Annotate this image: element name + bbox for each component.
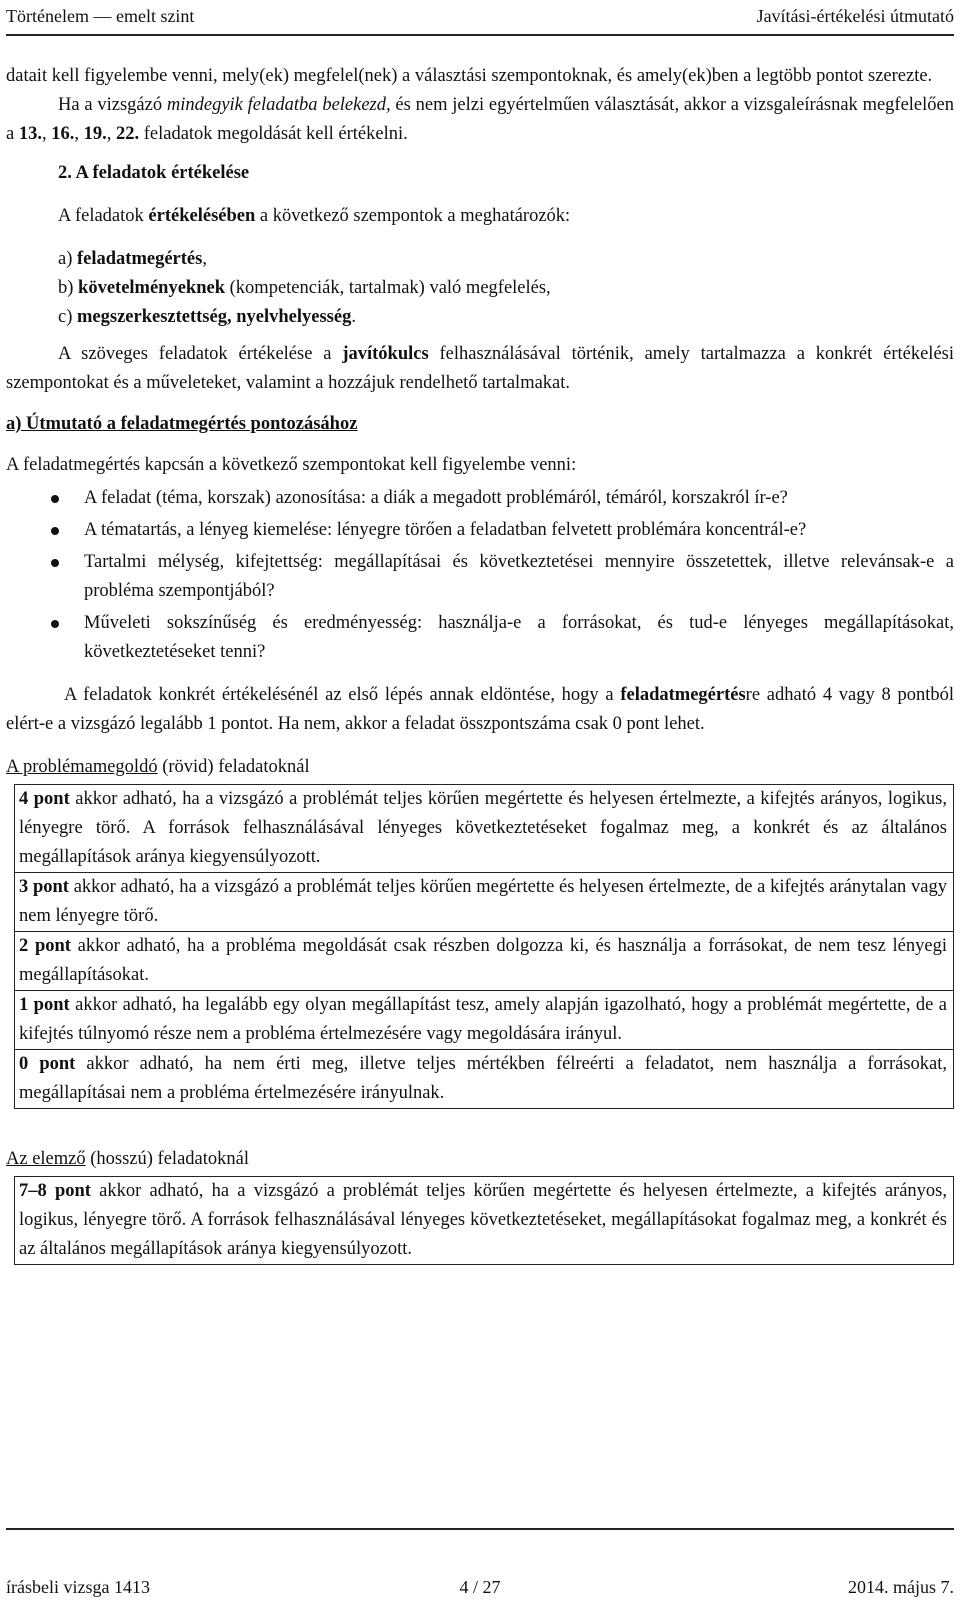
header-divider <box>6 34 954 36</box>
guide-lead: A feladatmegértés kapcsán a következő szempontokat kell figyelembe venni: <box>6 455 577 475</box>
list-item: A feladat (téma, korszak) azonosítása: a diák a megadott problémáról, témáról, korszakról ír-e? <box>6 484 954 513</box>
criteria-lead: A feladatok értékelésében a következő szempontok a meghatározók: <box>58 206 571 226</box>
guide-bullet-list <box>6 484 954 667</box>
criteria-item-a: a) feladatmegértés, <box>58 249 207 269</box>
key-paragraph: A szöveges feladatok értékelése a javítókulcs felhasználásával történik, amely tartalmazza a konkrét értékelési szempontokat és a műveleteket, valamint a hozzájuk rendelhető tartalmakat. <box>6 344 954 393</box>
table-row: 4 pont akkor adható, ha a vizsgázó a problémát teljes körűen megértette és helyesen értelmezte, a kifejtés arányos, logikus, lényegre törő. A források felhasználásával lényeges következtetéseket fogalmaz meg, a konkrét és az általános megállapítások aránya kiegyensúlyozott. <box>15 785 954 873</box>
page-footer <box>6 1573 954 1602</box>
criteria-item-c: c) megszerkesztettség, nyelvhelyesség. <box>58 307 356 327</box>
footer-divider <box>6 1528 954 1530</box>
header-subject: Történelem — emelt szint <box>6 6 195 26</box>
long-tasks-title: Az elemző (hosszú) feladatoknál <box>6 1149 249 1169</box>
intro-paragraph-2: Ha a vizsgázó mindegyik feladatba belekezd, és nem jelzi egyértelműen választását, akkor a vizsgaleírásnak megfelelően a 13., 16., 19., 22. feladatok megoldását kell értékelni. <box>6 95 954 144</box>
table-row: 1 pont akkor adható, ha legalább egy olyan megállapítást tesz, amely alapján igazolható, hogy a problémát megértette, de a kifejtés túlnyomó része nem a probléma értelmezésére vagy megoldására irányul. <box>15 991 954 1050</box>
guide-title: a) Útmutató a feladatmegértés pontozásához <box>6 414 358 434</box>
table-row: 7–8 pont akkor adható, ha a vizsgázó a problémát teljes körűen megértette és helyesen értelmezte, a kifejtés arányos, logikus, lényegre törő. A források felhasználásával lényeges következtetéseket, megállapításokat fogalmaz meg, a konkrét és az általános megállapítások aránya kiegyensúlyozott. <box>15 1177 954 1265</box>
section-title: 2. A feladatok értékelése <box>58 163 250 183</box>
page-header <box>6 2 954 30</box>
short-tasks-table <box>14 784 954 1109</box>
header-doc-type: Javítási-értékelési útmutató <box>756 6 954 26</box>
criteria-list <box>6 245 954 332</box>
emphasis-text: mindegyik feladatba belekezd, <box>166 95 391 115</box>
table-row: 3 pont akkor adható, ha a vizsgázó a problémát teljes körűen megértette és helyesen értelmezte, de a kifejtés aránytalan vagy nem lényegre törő. <box>15 873 954 932</box>
long-tasks-table <box>14 1176 954 1265</box>
table-row: 2 pont akkor adható, ha a probléma megoldását csak részben dolgozza ki, és használja a forrásokat, de nem tesz lényegi megállapításokat. <box>15 932 954 991</box>
table-row: 0 pont akkor adható, ha nem érti meg, illetve teljes mértékben félreérti a feladatot, nem használja a forrásokat, megállapításai nem a probléma értelmezésére irányulnak. <box>15 1050 954 1109</box>
criteria-item-b: b) követelményeknek (kompetenciák, tartalmak) való megfelelés, <box>58 278 551 298</box>
list-item: Tartalmi mélység, kifejtettség: megállapításai és következtetései mennyire összetettek, illetve relevánsak-e a probléma szempontjából? <box>6 548 954 606</box>
intro-paragraph-1: datait kell figyelembe venni, mely(ek) megfelel(nek) a választási szempontoknak, és amely(ek)ben a legtöbb pontot szerezte. <box>6 66 933 86</box>
guide-paragraph: A feladatok konkrét értékelésénél az első lépés annak eldöntése, hogy a feladatmegértésre adható 4 vagy 8 pontból elért-e a vizsgázó legalább 1 pontot. Ha nem, akkor a feladat összpontszáma csak 0 pont lehet. <box>6 685 954 734</box>
list-item: Műveleti sokszínűség és eredményesség: használja-e a forrásokat, és tud-e lényeges megállapításokat, következtetéseket tenni? <box>6 609 954 667</box>
short-tasks-title: A problémamegoldó (rövid) feladatoknál <box>6 757 310 777</box>
footer-date: 2014. május 7. <box>848 1577 954 1597</box>
footer-exam-id: írásbeli vizsga 1413 <box>6 1577 150 1597</box>
list-item: A tématartás, a lényeg kiemelése: lényegre törően a feladatban felvetett problémára koncentrál-e? <box>6 516 954 545</box>
footer-page-number: 4 / 27 <box>459 1577 501 1597</box>
page-content <box>6 62 954 1265</box>
